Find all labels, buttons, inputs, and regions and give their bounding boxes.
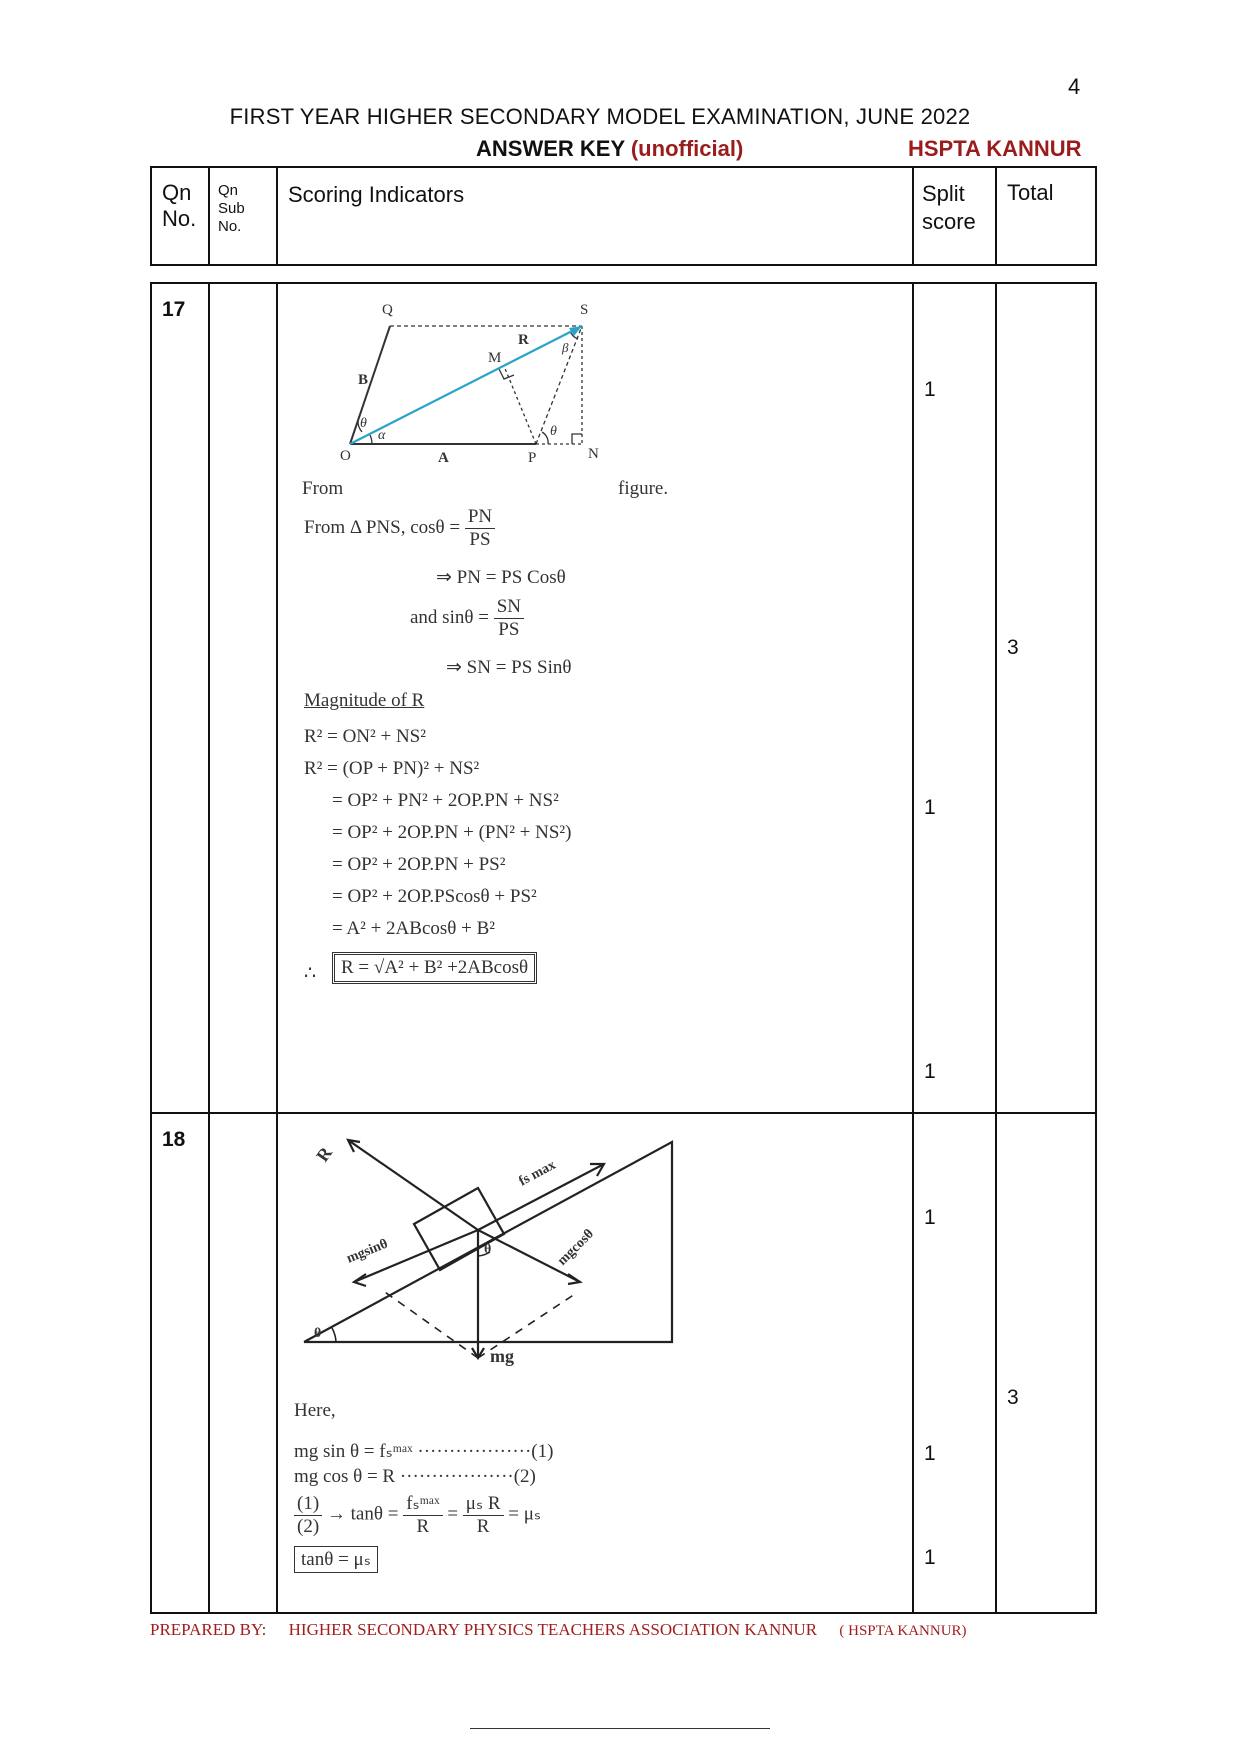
association-name: HIGHER SECONDARY PHYSICS TEACHERS ASSOCIATION KANNUR	[288, 1620, 818, 1639]
step-4: = OP² + 2OP.PN + (PN² + NS²)	[332, 822, 572, 843]
header-sub-line2: Sub	[218, 200, 245, 217]
here-text: Here,	[294, 1400, 336, 1421]
label-s: S	[580, 302, 589, 318]
frac-num-pn: PN	[465, 506, 495, 529]
step-1: R² = ON² + NS²	[304, 726, 426, 747]
frac-den-r: R	[416, 1516, 430, 1537]
scoring-cell-18	[277, 1113, 913, 1613]
label-mgcos: mgcosθ	[554, 1226, 598, 1269]
scoring-cell-17	[277, 283, 913, 1113]
label-theta-o: θ	[360, 416, 367, 431]
org-name: HSPTA KANNUR	[908, 136, 1082, 161]
header-split-line2: score	[922, 209, 976, 234]
question-number: 17	[151, 283, 209, 1113]
association-short: ( HSPTA KANNUR)	[839, 1623, 967, 1639]
header-qn-sub-no	[209, 167, 277, 265]
ratio-equals: =	[447, 1503, 459, 1525]
step-3: = OP² + PN² + 2OP.PN + NS²	[332, 790, 559, 811]
label-r: R	[518, 332, 529, 348]
angle-alpha-o	[370, 435, 372, 444]
theta-arc-base	[332, 1328, 336, 1342]
fraction-fs-over-r	[403, 1492, 442, 1538]
column-header-table	[150, 166, 1097, 266]
header-sub-line1: Qn	[218, 182, 239, 199]
page-number: 4	[1068, 74, 1081, 99]
pns-intro: From Δ PNS, cosθ =	[304, 516, 461, 538]
from-text: From	[302, 478, 344, 499]
frac-num-mu-r: μₛ R	[463, 1492, 504, 1516]
fraction-sn-ps	[494, 596, 524, 641]
label-beta: β	[562, 340, 569, 355]
total-score: 3	[1007, 1386, 1019, 1409]
sin-equation	[410, 596, 524, 641]
ratio-result: = μₛ	[508, 1503, 541, 1525]
mgcos-arrowhead	[568, 1274, 580, 1284]
pns-cos-equation	[304, 506, 495, 551]
sn-result: ⇒ SN = PS Sinθ	[446, 657, 572, 678]
step-2: R² = (OP + PN)² + NS²	[304, 758, 480, 779]
header-sub-line3: No.	[218, 218, 242, 235]
frac-num-fs: fₛᵐᵃˣ	[403, 1492, 442, 1516]
magnitude-heading: Magnitude of R	[304, 690, 425, 711]
unofficial-tag: (unofficial)	[630, 136, 744, 161]
answer-key-label	[476, 136, 743, 162]
figure-text: figure.	[618, 478, 669, 499]
answer-row-17	[151, 283, 1096, 1113]
total-cell-18	[996, 1113, 1096, 1613]
label-r-reaction: R	[312, 1143, 337, 1166]
bottom-rule	[470, 1728, 770, 1729]
answer-key-line	[0, 136, 1242, 166]
split-score-cell-18	[913, 1113, 996, 1613]
label-theta-mid: θ	[484, 1242, 492, 1257]
frac-num-1: (1)	[294, 1493, 322, 1516]
ratio-equation	[294, 1492, 541, 1538]
header-total: Total	[996, 167, 1096, 265]
dashed-component-left	[382, 1290, 478, 1358]
header-split-line1: Split	[922, 181, 965, 206]
label-fs-max: fs max	[516, 1157, 559, 1190]
sin-intro: and sinθ =	[410, 606, 489, 628]
label-b: B	[358, 372, 369, 388]
label-m: M	[488, 350, 502, 366]
frac-den-2: (2)	[297, 1515, 320, 1537]
ratio-arrow: → tanθ =	[326, 1503, 399, 1525]
label-a: A	[438, 450, 449, 466]
pn-result: ⇒ PN = PS Cosθ	[436, 567, 566, 588]
step-7: = A² + 2ABcosθ + B²	[332, 918, 495, 939]
label-p: P	[528, 450, 537, 466]
fraction-mu-r-over-r	[463, 1492, 504, 1538]
label-o: O	[340, 448, 351, 464]
prepared-by-label: PREPARED BY:	[150, 1620, 267, 1639]
header-scoring-indicators: Scoring Indicators	[277, 167, 913, 265]
frac-den-ps2: PS	[498, 619, 520, 640]
question-number: 18	[151, 1113, 209, 1613]
header-qn-no-line2: No.	[162, 206, 197, 231]
split-score: 1	[924, 378, 936, 401]
label-theta-p: θ	[550, 424, 557, 439]
header-qn-no-line1: Qn	[162, 180, 192, 205]
frac-den-ps: PS	[469, 529, 491, 550]
normal-reaction-line	[348, 1140, 478, 1230]
split-score: 1	[924, 1060, 936, 1083]
label-mgsin: mgsinθ	[344, 1236, 391, 1267]
therefore-symbol: ∴	[304, 963, 317, 984]
split-score: 1	[924, 1442, 936, 1465]
fraction-pn-ps	[465, 506, 495, 551]
side-ps-dashed	[536, 326, 582, 444]
frac-num-sn: SN	[494, 596, 524, 619]
label-q: Q	[382, 302, 393, 318]
sub-number-cell	[209, 1113, 277, 1613]
label-mg: mg	[490, 1346, 514, 1366]
exam-title: FIRST YEAR HIGHER SECONDARY MODEL EXAMINATION, JUNE 2022	[229, 104, 971, 129]
step-5: = OP² + 2OP.PN + PS²	[332, 854, 506, 875]
angle-theta-p	[542, 432, 548, 444]
footer	[150, 1620, 967, 1640]
header-split-score	[913, 167, 996, 265]
equation-2: mg cos θ = R ··················(2)	[294, 1466, 536, 1487]
total-cell-17	[996, 283, 1096, 1113]
step-6: = OP² + 2OP.PScosθ + PS²	[332, 886, 537, 907]
header-qn-no	[151, 167, 209, 265]
split-score: 1	[924, 1546, 936, 1569]
final-formula-box: R = √A² + B² +2ABcosθ	[332, 952, 537, 984]
frac-den-r2: R	[476, 1516, 490, 1537]
label-n: N	[588, 446, 599, 462]
split-score: 1	[924, 796, 936, 819]
final-result-box: tanθ = μₛ	[294, 1546, 378, 1573]
right-angle-n	[572, 434, 582, 444]
answer-key-text: ANSWER KEY	[476, 136, 625, 161]
sub-number-cell	[209, 283, 277, 1113]
equation-1: mg sin θ = fₛᵐᵃˣ ··················(1)	[294, 1441, 554, 1462]
fraction-1-over-2	[294, 1493, 322, 1538]
label-theta-base: θ	[314, 1326, 322, 1341]
split-score: 1	[924, 1206, 936, 1229]
answer-table	[150, 282, 1097, 1614]
answer-row-18	[151, 1113, 1096, 1613]
split-score-cell-17	[913, 283, 996, 1113]
total-score: 3	[1007, 636, 1019, 659]
label-alpha: α	[378, 428, 386, 443]
